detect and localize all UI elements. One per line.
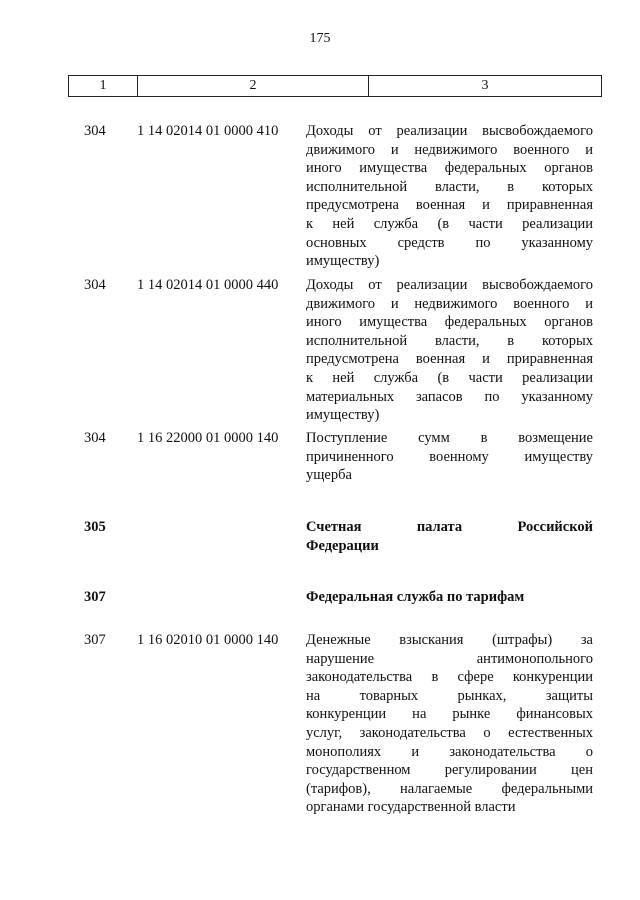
budget-classification-code: 1 16 22000 01 0000 140	[137, 430, 279, 446]
description-line: предусмотрена военная и приравненная	[306, 351, 593, 368]
description-line: исполнительной власти, в которых	[306, 178, 593, 195]
description-line: государственном регулировании цен	[306, 762, 593, 779]
income-description	[306, 588, 593, 607]
column-header-3: 3	[481, 78, 489, 93]
description-line: Доходы от реализации высвобождаемого	[306, 123, 593, 139]
description-line: Доходы от реализации высвобождаемого	[306, 277, 593, 293]
description-line: Поступление сумм в возмещение	[306, 430, 593, 446]
admin-code: 305	[84, 519, 106, 535]
description-line: нарушение антимонопольного	[306, 650, 593, 667]
admin-code: 304	[84, 123, 106, 139]
description-line: органами государственной власти	[306, 799, 516, 816]
description-line: предусмотрена военная и приравненная	[306, 197, 593, 214]
description-line: движимого и недвижимого военного и	[306, 295, 593, 312]
budget-classification-code: 1 14 02014 01 0000 410	[137, 123, 279, 139]
admin-code: 307	[84, 632, 106, 648]
description-line: причиненного военному имуществу	[306, 448, 593, 465]
description-line: исполнительной власти, в которых	[306, 332, 593, 349]
description-line: имуществу)	[306, 407, 380, 424]
description-line: иного имущества федеральных органов	[306, 160, 593, 177]
description-line: законодательства в сфере конкуренции	[306, 669, 593, 686]
description-line: на товарных рынках, защиты	[306, 687, 593, 704]
description-line: ущерба	[306, 467, 352, 484]
admin-code: 307	[84, 589, 106, 605]
income-description	[306, 122, 593, 271]
page-number: 175	[309, 31, 331, 46]
description-line: Федерации	[306, 537, 379, 554]
description-line: услуг, законодательства о естественных	[306, 724, 593, 741]
table-header	[68, 75, 602, 97]
description-line: монополиях и законодательства о	[306, 743, 593, 760]
admin-code: 304	[84, 430, 106, 446]
budget-classification-code: 1 14 02014 01 0000 440	[137, 277, 279, 293]
description-line: (тарифов), налагаемые федеральными	[306, 780, 593, 797]
income-description	[306, 518, 593, 555]
description-line: движимого и недвижимого военного и	[306, 141, 593, 158]
description-line: материальных запасов по указанному	[306, 388, 593, 405]
description-line: к ней служба (в части реализации	[306, 215, 593, 232]
income-description	[306, 276, 593, 425]
column-header-2: 2	[138, 76, 369, 96]
budget-classification-code: 1 16 02010 01 0000 140	[137, 632, 279, 648]
description-line: имуществу)	[306, 253, 380, 270]
description-line: основных средств по указанному	[306, 234, 593, 251]
admin-code: 304	[84, 277, 106, 293]
description-line: Федеральная служба по тарифам	[306, 589, 525, 605]
description-line: Денежные взыскания (штрафы) за	[306, 632, 593, 648]
column-header-1: 1	[69, 76, 138, 96]
income-description	[306, 631, 593, 817]
description-line: Счетная палата Российской	[306, 519, 593, 535]
description-line: иного имущества федеральных органов	[306, 314, 593, 331]
description-line: конкуренции на рынке финансовых	[306, 706, 593, 723]
description-line: к ней служба (в части реализации	[306, 369, 593, 386]
income-description	[306, 429, 593, 485]
